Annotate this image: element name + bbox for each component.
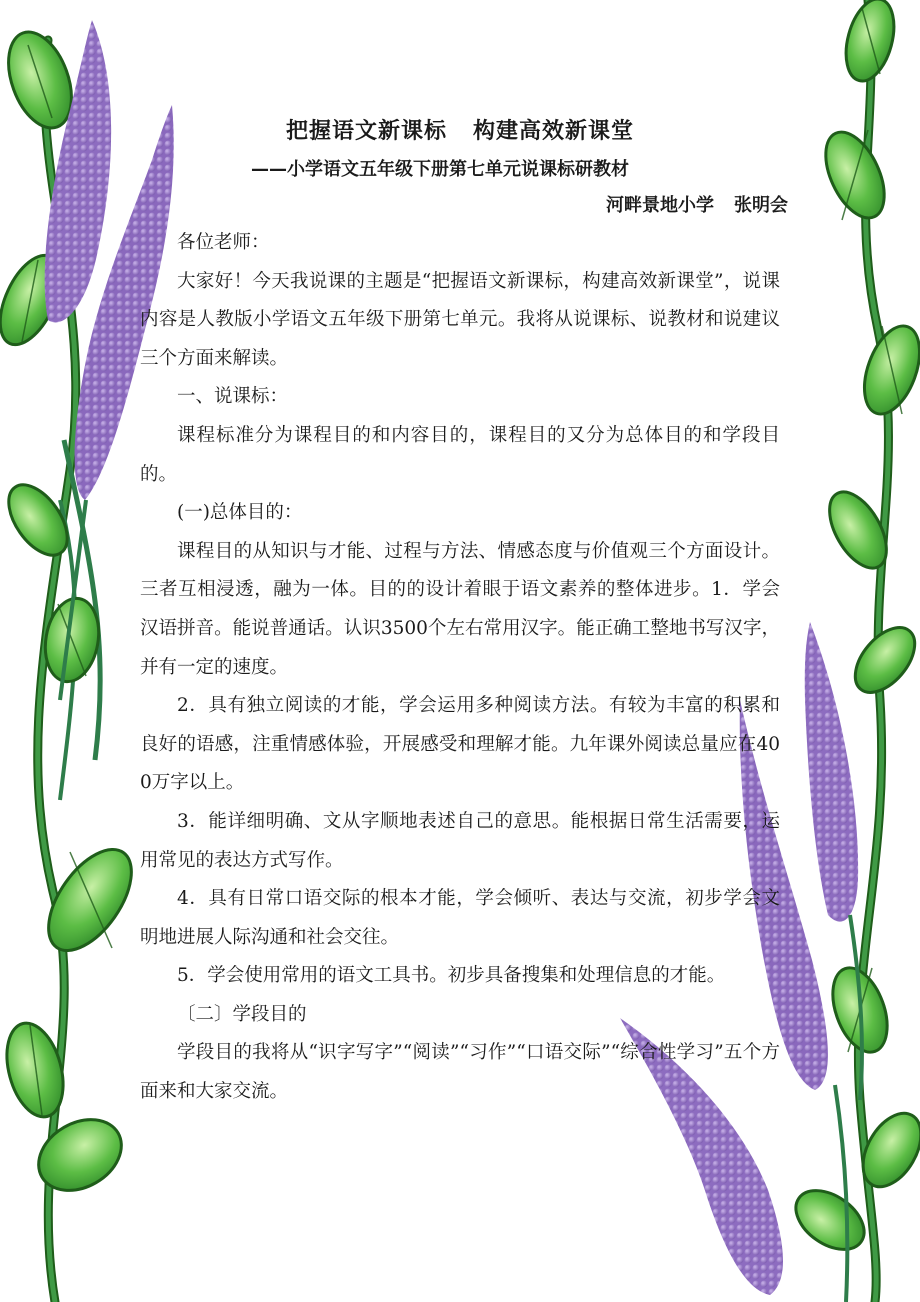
document-title: [140, 112, 780, 152]
body-paragraph: 学段目的我将从“识字写字”“阅读”“习作”“口语交际”“综合性学习”五个方面来和大家交流。: [140, 1042, 780, 1103]
section-heading: 一、说课标：: [177, 386, 289, 408]
intro-paragraph: 大家好！今天我说课的主题是“把握语文新课标，构建高效新课堂”，说课内容是人教版小学语文五年级下册第七单元。我将从说课标、说教材和说建议三个方面来解读。: [140, 270, 780, 369]
list-item: 4．具有日常口语交际的根本才能，学会倾听、表达与交流，初步学会文明地进展人际沟通和社会交往。: [140, 888, 780, 948]
greeting-paragraph: 各位老师：: [177, 232, 270, 253]
title-part-2: 构建高效新课堂: [473, 119, 635, 144]
document-subtitle: ——小学语文五年级下册第七单元说课标研教材: [251, 159, 629, 180]
body-paragraph: 课程目的从知识与才能、过程与方法、情感态度与价值观三个方面设计。三者互相浸透，融为一体。目的的设计着眼于语文素养的整体进步。1．学会汉语拼音。能说普通话。认识3500个左右常用汉字。能正确工整地书写汉字，并有一定的速度。: [140, 540, 780, 678]
author-name: 张明会: [734, 195, 788, 216]
author-school: 河畔景地小学: [606, 195, 714, 216]
list-item: 3．能详细明确、文从字顺地表述自己的意思。能根据日常生活需要，运用常见的表达方式写作。: [140, 810, 780, 871]
author-line: [140, 188, 788, 224]
body-paragraph: 课程标准分为课程目的和内容目的，课程目的又分为总体目的和学段目的。: [140, 424, 780, 485]
document-body: [140, 112, 788, 1112]
list-item: 2．具有独立阅读的才能，学会运用多种阅读方法。有较为丰富的积累和良好的语感，注重情感体验，开展感受和理解才能。九年课外阅读总量应在400万字以上。: [140, 695, 780, 794]
list-item: 5．学会使用常用的语文工具书。初步具备搜集和处理信息的才能。: [177, 965, 726, 987]
title-part-1: 把握语文新课标: [285, 119, 447, 144]
subsection-heading: 〔二〕学段目的: [177, 1003, 307, 1025]
subsection-heading: (一)总体目的：: [177, 502, 303, 524]
